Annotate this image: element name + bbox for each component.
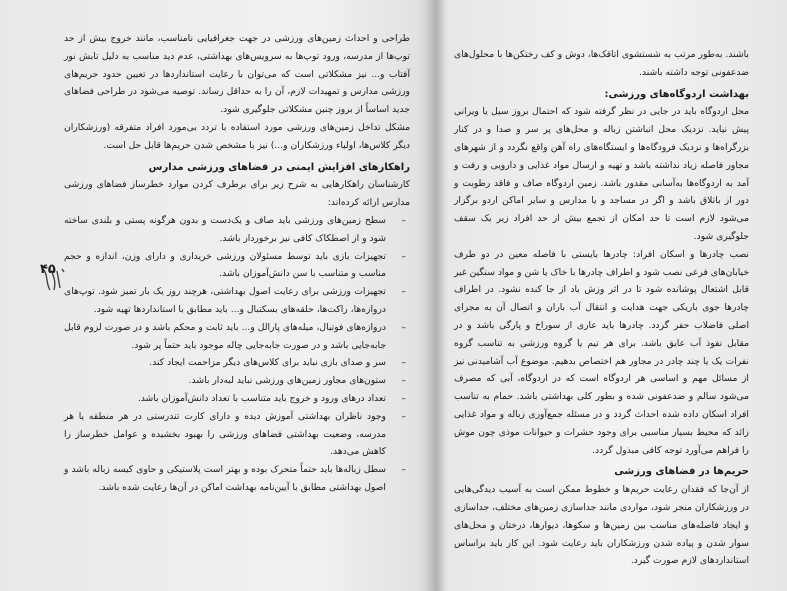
left-page-column <box>64 30 410 497</box>
list-item-text: سطح زمین‌های ورزشی باید صاف و یک‌دست و بدون هرگونه پستی و بلندی ساخته شود و از اصطکاک کافی نیز برخوردار باشد. <box>64 214 386 244</box>
safety-list <box>64 212 410 497</box>
list-item <box>64 461 410 497</box>
left-section-heading: راهکارهای افزایش ایمنی در فضاهای ورزشی مدارس <box>148 161 410 173</box>
list-item-text: تعداد درهای ورود و خروج باید متناسب با تعداد دانش‌آموزان باشد. <box>137 392 386 404</box>
left-intro-paragraph-2: مشکل تداخل زمین‌های ورزشی مورد استفاده با تردد بی‌مورد افراد متفرقه (ورزشکاران دیگر کلاس‌ها، اولیاء ورزشکاران و...) نیز با مشخص شدن حریم‌ها قابل حل است. <box>64 121 410 151</box>
list-item-text: دروازه‌های فوتبال، میله‌های پارالل و... باید ثابت و محکم باشد و در صورت لزوم قابل جابه‌جایی باشد و در صورت جابه‌جایی چاله موجود باید حتماً پر شود. <box>64 321 386 351</box>
list-item <box>64 354 410 372</box>
list-item-text: سر و صدای بازی نباید برای کلاس‌های دیگر مزاحمت ایجاد کند. <box>149 357 386 369</box>
list-item <box>64 319 410 355</box>
list-item <box>64 212 410 248</box>
right-intro-paragraph: باشند. به‌طور مرتب به شستشوی اتاقک‌ها، دوش و کف رختکن‌ها با محلول‌های ضدعفونی توجه داشته باشند. <box>454 49 749 78</box>
dash-marker: – <box>401 357 406 369</box>
right-page-column <box>454 46 749 570</box>
left-intro-paragraph: طراحی و احداث زمین‌های ورزشی در جهت جغرافیایی نامناسب، مانند خروج بیش از حد توپ‌ها از مدرسه، ورود توپ‌ها به سرویس‌های بهداشتی، عدم دید مناسب به دلیل تابش نور آفتاب و... نیز مشکلاتی است که می‌توان با رعایت استانداردها در تعیین حدود حریم‌های ورزشی مدارس و تمهیدات لازم، آن را به حداقل رساند. توصیه می‌شود در طراحی فضاهای جدید اساساً از بروز چنین مشکلاتی جلوگیری شود. <box>64 33 410 116</box>
list-item <box>64 248 410 284</box>
camp-hygiene-heading: بهداشت اردوگاه‌های ورزشی: <box>604 88 749 100</box>
boundaries-paragraph: از آن‌جا که فقدان رعایت حریم‌ها و خطوط ممکن است به آسیب دیدگی‌هایی در ورزشکاران منجر شود، مواردی مانند جداسازی زمین‌های مختلف، جداسازی و ایجاد فاصله‌های مناسب بین زمین‌ها و سکوها، دیوارها، درختان و محل‌های سوار شدن و پیاده شدن ورزشکاران باید رعایت شود. این کار باید براساس استانداردهای لازم صورت گیرد. <box>454 484 749 567</box>
handwritten-margin-mark <box>42 266 66 294</box>
dash-marker: – <box>401 375 406 387</box>
list-item-text: سطل زباله‌ها باید حتماً متحرک بوده و بهتر است پلاستیکی و حاوی کیسه زباله باشد و اصول بهداشتی مطابق با آیین‌نامه بهداشت اماکن در آن‌ها رعایت شده باشد. <box>64 464 386 493</box>
list-item-text: ستون‌های مجاور زمین‌های ورزشی نباید لبه‌دار باشد. <box>188 375 386 387</box>
list-item-text: تجهیزات ورزشی برای رعایت اصول بهداشتی، هرچند روز یک بار تمیز شود. توپ‌های دروازه‌ها، راکت‌ها، حلقه‌های بسکتبال و... باید مطابق با استانداردها تهیه شود. <box>64 286 386 315</box>
list-item-text: تجهیزات بازی باید توسط مسئولان ورزشی خریداری و دارای وزن، اندازه و حجم مناسب و متناسب با سن دانش‌آموزان باشد. <box>64 250 386 280</box>
list-item <box>64 390 410 408</box>
list-item <box>64 283 410 319</box>
list-item <box>64 372 410 390</box>
page-number: ۴۵ <box>40 262 56 277</box>
left-section-intro: کارشناسان راهکارهایی به شرح زیر برای برطرف کردن موارد خطرساز فضاهای ورزشی مدارس ارائه کرده‌اند: <box>64 179 410 209</box>
list-item <box>64 408 410 461</box>
camp-hygiene-paragraph: محل اردوگاه باید در جایی در نظر گرفته شود که احتمال بروز سیل یا ویرانی پیش نیاید. نزدیک محل انباشتن زباله و محل‌های پر سر و صدا و در کنار بزرگراه‌ها و نزدیک فرودگاه‌ها و ایستگاه‌های راه آهن واقع نگردد و از شهرهای مجاور فاصله زیاد نداشته باشد و تهیه و ارسال مواد غذایی و دارویی و رفت و آمد به اردوگاه‌ها به‌آسانی مقدور باشد. زمین اردوگاه صاف و فاقد رطوبت و دور از باتلاق باشد و اگر در مساجد و یا مدارس و سایر اماکن اردو برگزار می‌شود لازم است تا حد امکان از تجمع بیش از حد افراد زیر یک سقف جلوگیری شود. <box>454 106 749 242</box>
tents-paragraph: نصب چادرها و اسکان افراد: چادرها بایستی با فاصله معین در دو طرف خیابان‌های فرعی نصب شود و اطراف چادرها با خاک یا شن و مواد سنگین غیر قابل اشتعال پوشانده شود تا در اثر وزش باد از جا کنده نشود. در اطراف چادرها جوی باریکی جهت هدایت و انتقال آب باران و اتصال آن به مجرای اصلی فاضلاب حفر گردد. چادرها باید عاری از سوراخ و پارگی باشد و در مقابل نفوذ آب عایق باشد. برای هر تیم یا گروه ورزشی به تناسب گروه نفرات یک یا چند چادر در مجاور هم اختصاص بدهیم. موضوع آب آشامیدنی نیز از مسائل مهم و اساسی هر اردوگاه است که در اردوگاه، آبی که مصرف می‌شود سالم و ضدعفونی شده و بطور کلی بهداشتی باشد. حمام به تناسب افراد اسکان داده شده احداث گردد و در مسئله جمع‌آوری زباله و مواد غذایی زائد که محیط بسیار مناسبی برای وجود حشرات و حیوانات موذی چون موش را فراهم می‌آورد توجه کافی مبذول گردد. <box>454 248 749 456</box>
boundaries-heading: حریم‌ها در فضاهای ورزشی <box>614 466 749 478</box>
dash-marker: – <box>401 410 406 422</box>
dash-marker: – <box>401 392 406 404</box>
dash-marker: – <box>401 464 406 476</box>
dash-marker: – <box>401 321 406 333</box>
right-page <box>440 0 787 591</box>
list-item-text: وجود ناظران بهداشتی آموزش دیده و دارای کارت تندرستی در هر منطقه یا هر مدرسه، وضعیت بهداشتی فضاهای ورزشی را بهبود بخشیده و عوامل خطرساز را کاهش می‌دهد. <box>64 410 386 458</box>
dash-marker: – <box>401 286 406 298</box>
dash-marker: – <box>401 250 406 262</box>
dash-marker: – <box>401 214 406 226</box>
